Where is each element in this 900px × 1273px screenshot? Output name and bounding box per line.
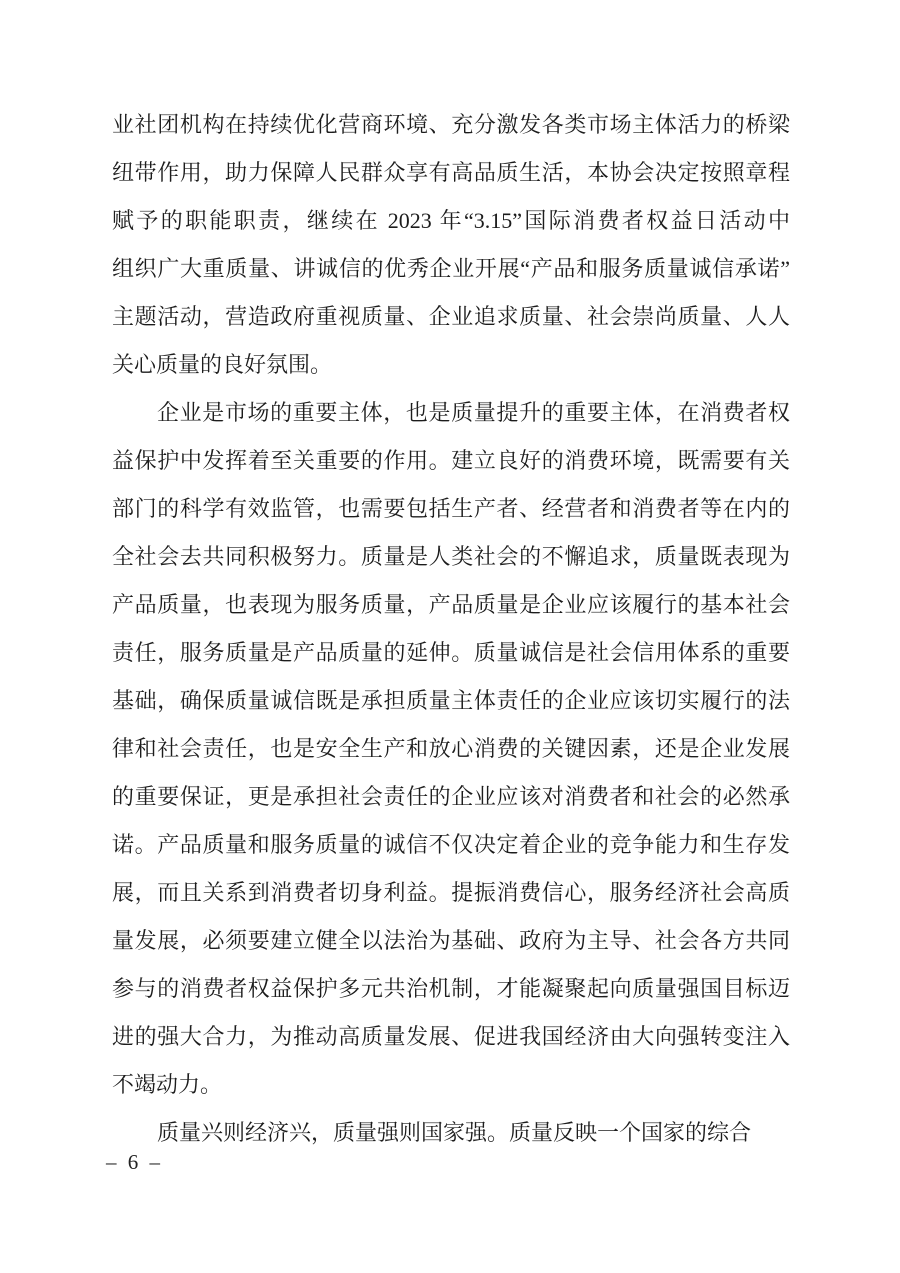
text-line: 量发展，必须要建立健全以法治为基础、政府为主导、社会各方共同 — [112, 928, 790, 953]
text-line: 关心质量的良好氛围。 — [112, 352, 333, 377]
text-line: 业社团机构在持续优化营商环境、充分激发各类市场主体活力的桥梁 — [112, 112, 790, 137]
text-line: 部门的科学有效监管，也需要包括生产者、经营者和消费者等在内的 — [112, 496, 790, 521]
text-line: 赋予的职能职责，继续在 2023 年“3.15”国际消费者权益日活动中 — [112, 208, 790, 233]
text-line: 全社会去共同积极努力。质量是人类社会的不懈追求，质量既表现为 — [112, 544, 790, 569]
text-line: 进的强大合力，为推动高质量发展、促进我国经济由大向强转变注入 — [112, 1024, 790, 1049]
text-line: 组织广大重质量、讲诚信的优秀企业开展“产品和服务质量诚信承诺” — [112, 256, 790, 281]
text-line: 的重要保证，更是承担社会责任的企业应该对消费者和社会的必然承 — [112, 784, 790, 809]
text-line: 不竭动力。 — [112, 1072, 223, 1097]
page-number: – 6 – — [106, 1150, 163, 1174]
text-line: 企业是市场的重要主体，也是质量提升的重要主体，在消费者权 — [157, 400, 790, 425]
text-line: 基础，确保质量诚信既是承担质量主体责任的企业应该切实履行的法 — [112, 688, 790, 713]
text-line: 诺。产品质量和服务质量的诚信不仅决定着企业的竞争能力和生存发 — [112, 832, 790, 857]
text-line: 主题活动，营造政府重视质量、企业追求质量、社会崇尚质量、人人 — [112, 304, 790, 329]
text-line: 质量兴则经济兴，质量强则国家强。质量反映一个国家的综合 — [157, 1120, 752, 1145]
text-line: 纽带作用，助力保障人民群众享有高品质生活，本协会决定按照章程 — [112, 160, 790, 185]
text-line: 展，而且关系到消费者切身利益。提振消费信心，服务经济社会高质 — [112, 880, 790, 905]
text-line: 责任，服务质量是产品质量的延伸。质量诚信是社会信用体系的重要 — [112, 640, 790, 665]
text-line: 律和社会责任，也是安全生产和放心消费的关键因素，还是企业发展 — [112, 736, 790, 761]
text-line: 产品质量，也表现为服务质量，产品质量是企业应该履行的基本社会 — [112, 592, 790, 617]
body-text — [112, 101, 790, 1157]
text-line: 参与的消费者权益保护多元共治机制，才能凝聚起向质量强国目标迈 — [112, 976, 790, 1001]
text-line: 益保护中发挥着至关重要的作用。建立良好的消费环境，既需要有关 — [112, 448, 790, 473]
